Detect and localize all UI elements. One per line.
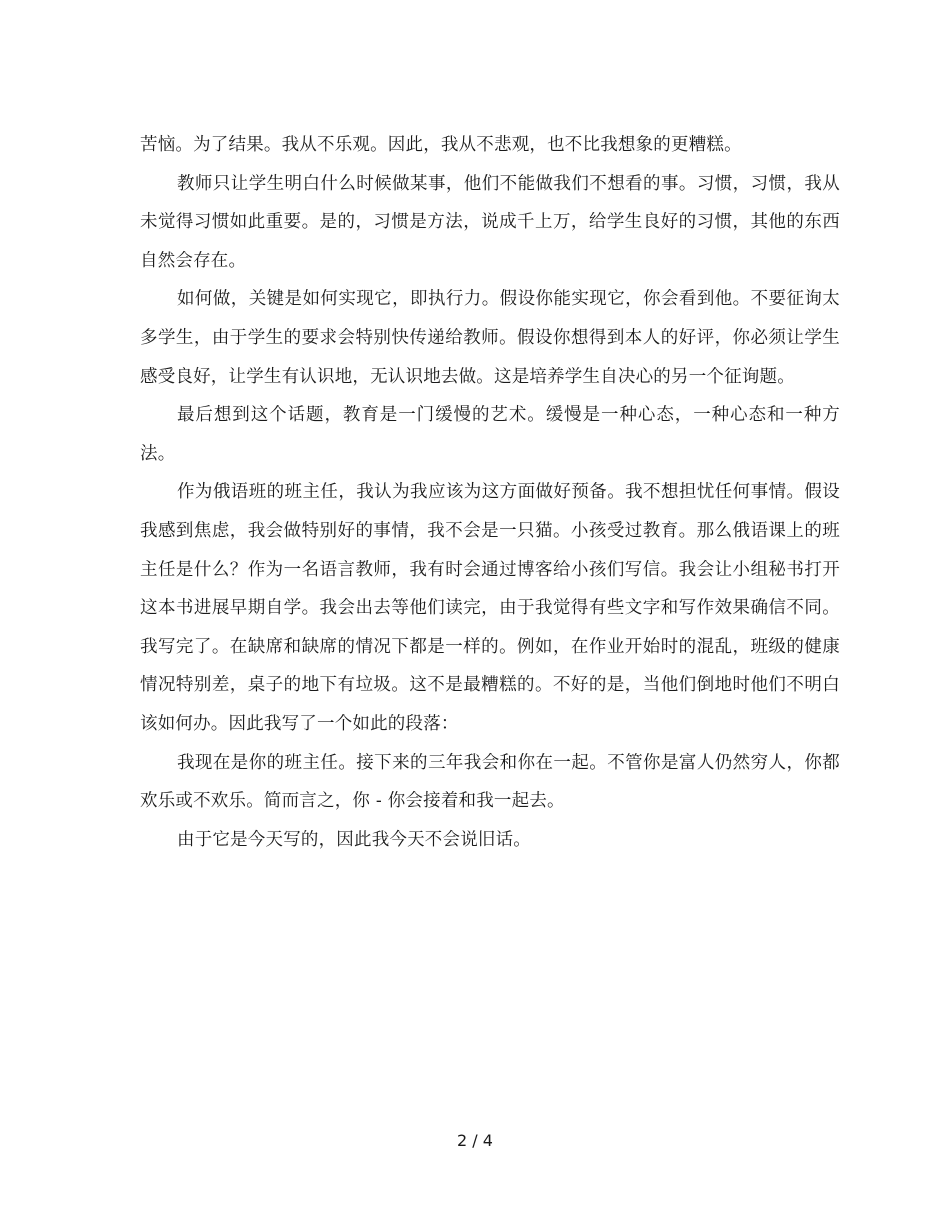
paragraph-2: 教师只让学生明白什么时候做某事，他们不能做我们不想看的事。习惯，习惯，我从未觉得习惯如此重要。是的，习惯是方法，说成千上万，给学生良好的习惯，其他的东西自然会存在。 <box>140 173 840 271</box>
paragraph-5: 作为俄语班的班主任，我认为我应该为这方面做好预备。我不想担忧任何事情。假设我感到焦虑，我会做特别好的事情，我不会是一只猫。小孩受过教育。那么俄语课上的班主任是什么？作为一名语言教师，我有时会通过博客给小孩们写信。我会让小组秘书打开这本书进展早期自学。我会出去等他们读完，由于我觉得有些文字和写作效果确信不同。我写完了。在缺席和缺席的情况下都是一样的。例如，在作业开始时的混乱，班级的健康情况特别差，桌子的地下有垃圾。这不是最糟糕的。不好的是，当他们倒地时他们不明白该如何办。因此我写了一个如此的段落： <box>140 482 840 734</box>
paragraph-6: 我现在是你的班主任。接下来的三年我会和你在一起。不管你是富人仍然穷人，你都欢乐或不欢乐。简而言之，你 - 你会接着和我一起去。 <box>140 752 840 812</box>
paragraph-1: 苦恼。为了结果。我从不乐观。因此，我从不悲观，也不比我想象的更糟糕。 <box>140 135 742 155</box>
page-number: 2 / 4 <box>457 1131 493 1150</box>
body-text <box>140 126 840 859</box>
paragraph-4: 最后想到这个话题，教育是一门缓慢的艺术。缓慢是一种心态，一种心态和一种方法。 <box>140 405 840 464</box>
paragraph-3: 如何做，关键是如何实现它，即执行力。假设你能实现它，你会看到他。不要征询太多学生，由于学生的要求会特别快传递给教师。假设你想得到本人的好评，你必须让学生感受良好，让学生有认识地，无认识地去做。这是培养学生自决心的另一个征询题。 <box>140 289 840 387</box>
paragraph-7: 由于它是今天写的，因此我今天不会说旧话。 <box>177 829 531 850</box>
